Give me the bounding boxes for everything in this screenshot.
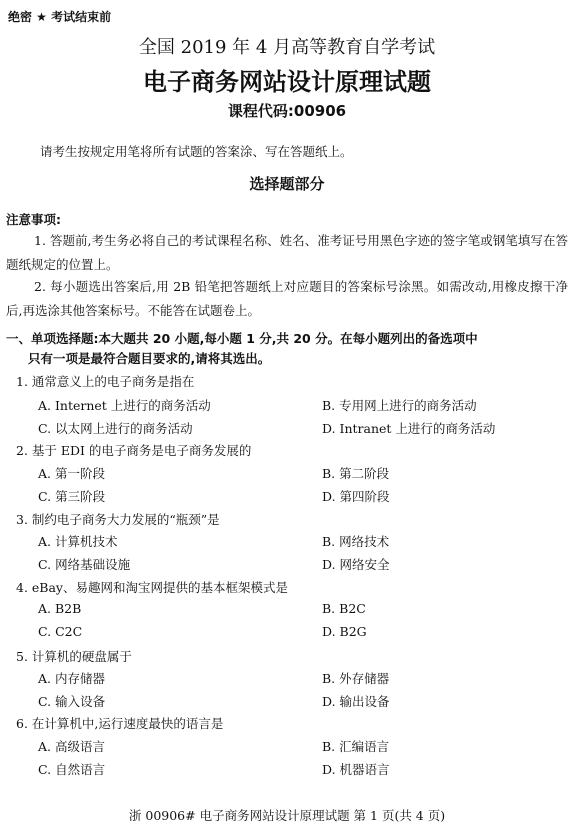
- option-a: A. Internet 上进行的商务活动: [38, 398, 211, 413]
- note-item: [6, 229, 568, 277]
- page-footer: 浙 00906# 电子商务网站设计原理试题 第 1 页(共 4 页): [128, 808, 446, 823]
- note-text: 1. 答题前,考生务必将自己的考试课程名称、姓名、准考证号用黑色字迹的签字笔或钢笔填写在答题纸规定的位置上。: [6, 233, 568, 272]
- section-title: 选择题部分: [249, 175, 325, 193]
- question-stem: 4. eBay、易趣网和淘宝网提供的基本框架模式是: [16, 580, 288, 595]
- option-b: B. 网络技术: [322, 534, 390, 549]
- option-c: C. 自然语言: [38, 762, 106, 777]
- exam-title: 全国 2019 年 4 月高等教育自学考试: [138, 37, 436, 58]
- course-code: 课程代码:00906: [227, 102, 347, 120]
- instruction-text: 请考生按规定用笔将所有试题的答案涂、写在答题纸上。: [40, 144, 353, 159]
- question-stem: 2. 基于 EDI 的电子商务是电子商务发展的: [16, 443, 252, 458]
- option-d: D. 网络安全: [322, 557, 390, 572]
- option-a: A. 第一阶段: [38, 466, 105, 481]
- option-b: B. B2C: [322, 601, 366, 616]
- option-c: C. C2C: [38, 624, 83, 639]
- option-b: B. 第二阶段: [322, 466, 390, 481]
- option-a: A. 内存储器: [38, 671, 105, 686]
- part-heading-line1: 一、单项选择题:本大题共 20 小题,每小题 1 分,共 20 分。在每小题列出的备选项中: [6, 331, 478, 346]
- option-a: A. 高级语言: [38, 739, 105, 754]
- option-d: D. B2G: [322, 624, 367, 639]
- option-b: B. 汇编语言: [322, 739, 390, 754]
- option-b: B. 外存储器: [322, 671, 390, 686]
- part-heading-line2: 只有一项是最符合题目要求的,请将其选出。: [28, 351, 271, 366]
- option-a: A. B2B: [38, 601, 82, 616]
- option-c: C. 以太网上进行的商务活动: [38, 421, 193, 436]
- option-a: A. 计算机技术: [38, 534, 118, 549]
- paper-title: 电子商务网站设计原理试题: [143, 68, 431, 96]
- note-item: [6, 275, 568, 323]
- confidential-mark: 绝密 ★ 考试结束前: [8, 10, 112, 24]
- option-c: C. 网络基础设施: [38, 557, 131, 572]
- question-stem: 1. 通常意义上的电子商务是指在: [16, 374, 195, 389]
- note-text: 2. 每小题选出答案后,用 2B 铅笔把答题纸上对应题目的答案标号涂黑。如需改动,用橡皮擦干净后,再选涂其他答案标号。不能答在试题卷上。: [6, 279, 568, 318]
- part-heading: [6, 329, 566, 369]
- option-d: D. 机器语言: [322, 762, 390, 777]
- option-d: D. 输出设备: [322, 694, 390, 709]
- question-stem: 3. 制约电子商务大力发展的“瓶颈”是: [16, 512, 220, 527]
- question-stem: 5. 计算机的硬盘属于: [16, 649, 132, 664]
- notes-heading: 注意事项:: [6, 212, 61, 227]
- option-c: C. 第三阶段: [38, 489, 106, 504]
- option-d: D. 第四阶段: [322, 489, 390, 504]
- option-b: B. 专用网上进行的商务活动: [322, 398, 477, 413]
- option-d: D. Intranet 上进行的商务活动: [322, 421, 496, 436]
- question-stem: 6. 在计算机中,运行速度最快的语言是: [16, 716, 224, 731]
- option-c: C. 输入设备: [38, 694, 106, 709]
